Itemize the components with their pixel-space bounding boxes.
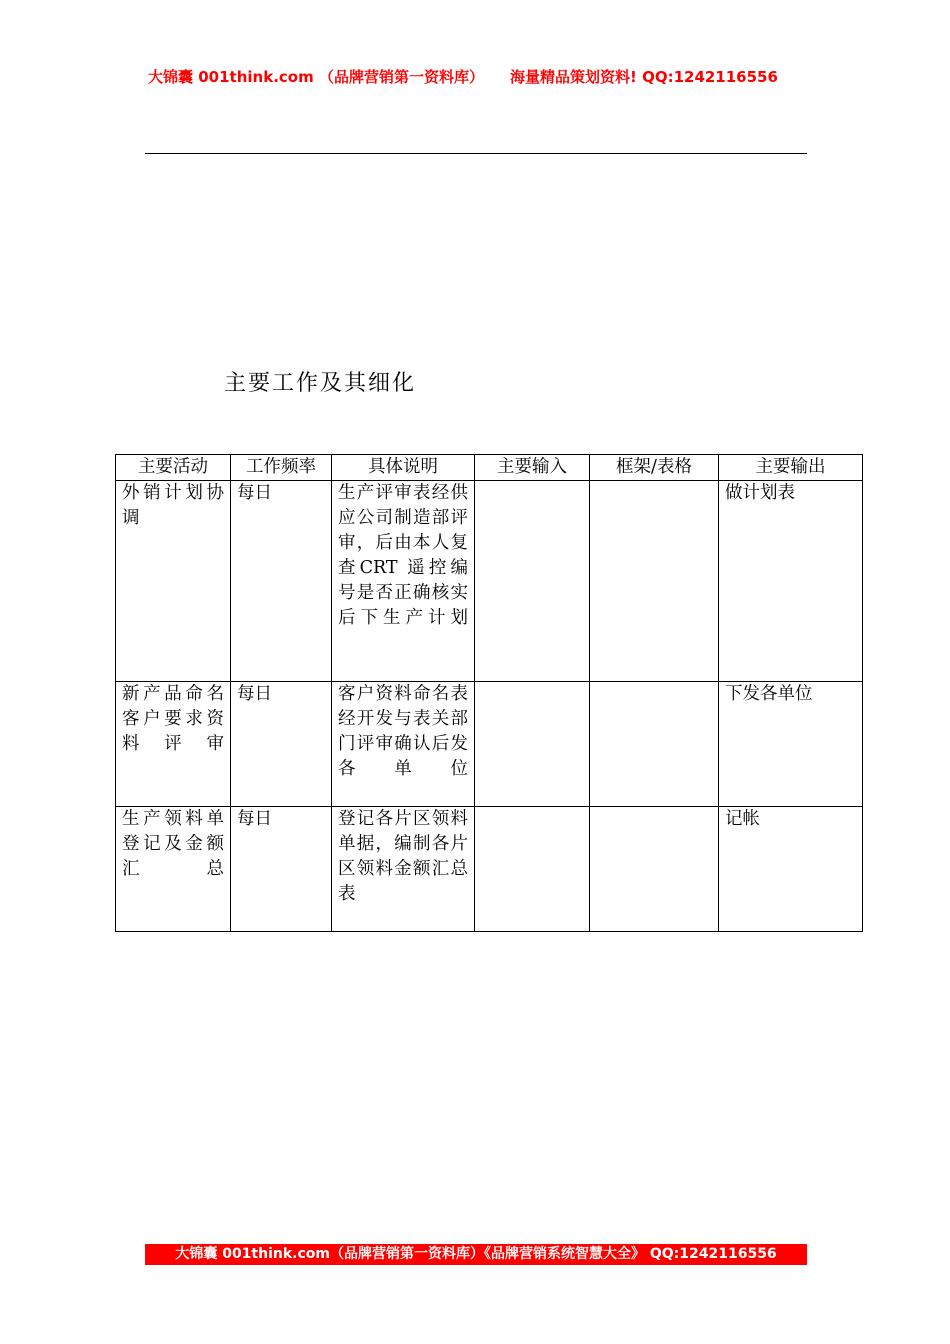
cell-input [475,682,590,807]
cell-activity: 外销计划协调 [116,481,231,682]
cell-output: 下发各单位 [719,682,863,807]
header-site: 001think.com [198,68,314,86]
header-qq: QQ:1242116556 [642,68,778,86]
table-row [116,682,863,807]
header-tagline: （品牌营销第一资料库） [318,68,484,86]
cell-framework [590,481,719,682]
cell-description: 登记各片区领料单据，编制各片区领料金额汇总表 [332,807,475,932]
table-row [116,481,863,682]
page-title: 主要工作及其细化 [224,371,417,396]
cell-output: 做计划表 [719,481,863,682]
cell-description: 客户资料命名表经开发与表关部门评审确认后发各单位 [332,682,475,807]
cell-input [475,807,590,932]
cell-frequency: 每日 [231,481,332,682]
column-header-frequency: 工作频率 [231,455,332,481]
work-table [115,454,863,932]
header-brand: 大锦囊 [148,68,194,86]
cell-frequency: 每日 [231,682,332,807]
header-divider [145,153,807,154]
cell-activity: 新产品命名客户要求资料评审 [116,682,231,807]
footer-banner: 大锦囊 001think.com（品牌营销第一资料库）《品牌营销系统智慧大全》 QQ:1242116556 [145,1244,807,1265]
column-header-description: 具体说明 [332,455,475,481]
column-header-activity: 主要活动 [116,455,231,481]
column-header-framework: 框架/表格 [590,455,719,481]
cell-output: 记帐 [719,807,863,932]
cell-activity: 生产领料单登记及金额汇总 [116,807,231,932]
cell-framework [590,807,719,932]
column-header-output: 主要输出 [719,455,863,481]
header-promo: 海量精品策划资料! [509,68,637,86]
cell-frequency: 每日 [231,807,332,932]
header-banner [148,66,808,87]
cell-framework [590,682,719,807]
table-row [116,807,863,932]
cell-input [475,481,590,682]
cell-description: 生产评审表经供应公司制造部评审，后由本人复查CRT 遥控编号是否正确核实后下生产计划 [332,481,475,682]
column-header-input: 主要输入 [475,455,590,481]
table-header-row [116,455,863,481]
